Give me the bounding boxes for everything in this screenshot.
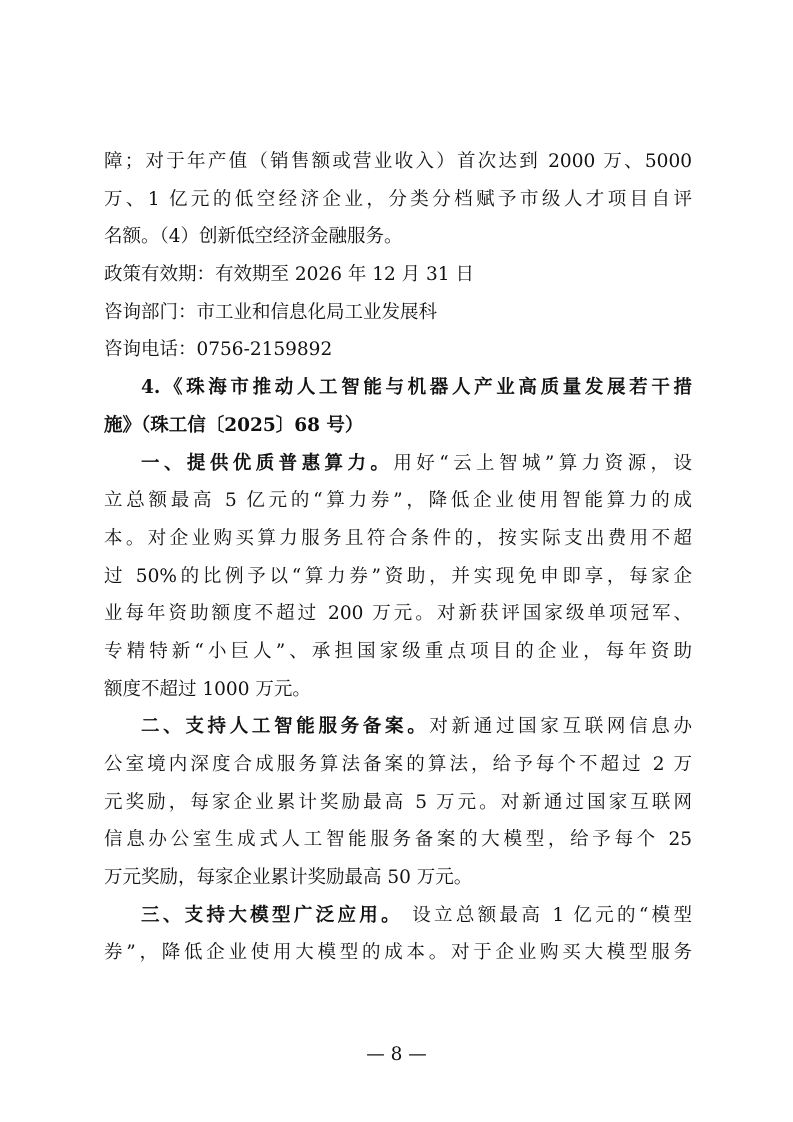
section-text: 用好“云上智城”算力资源，设	[393, 452, 692, 474]
page-number: — 8 —	[366, 1044, 427, 1065]
contact-department-line: 咨询部门：市工业和信息化局工业发展科	[104, 301, 438, 323]
text-line: 元奖励，每家企业累计奖励最高 5 万元。对新通过国家互联网	[104, 791, 692, 813]
section-text: 设立总额最高 1 亿元的“模型	[402, 904, 692, 926]
policy-validity-line: 政策有效期：有效期至 2026 年 12 月 31 日	[104, 264, 474, 286]
text-line: 信息办公室生成式人工智能服务备案的大模型，给予每个 25	[104, 829, 692, 851]
text-line: 万、1 亿元的低空经济企业，分类分档赋予市级人才项目自评	[104, 188, 692, 210]
text-line: 券”，降低企业使用大模型的成本。对于企业购买大模型服务	[104, 942, 692, 964]
text-line: 立总额最高 5 亿元的“算力券”，降低企业使用智能算力的成	[104, 490, 692, 512]
text-line: 额度不超过 1000 万元。	[104, 678, 311, 700]
policy-title-line: 施》（珠工信〔2025〕68 号）	[104, 414, 364, 436]
section-first-line	[104, 708, 692, 746]
text-line: 名额。（4）创新低空经济金融服务。	[104, 226, 403, 248]
text-line: 专精特新“小巨人”、承担国家级重点项目的企业，每年资助	[104, 640, 692, 662]
contact-phone-line: 咨询电话：0756-2159892	[104, 339, 333, 361]
section-heading: 三、支持大模型广泛应用。	[141, 904, 403, 926]
text-line: 本。对企业购买算力服务且符合条件的，按实际支出费用不超	[104, 527, 692, 549]
section-heading: 一、提供优质普惠算力。	[141, 452, 394, 474]
text-line: 万元奖励，每家企业累计奖励最高 50 万元。	[104, 867, 473, 889]
text-line: 过 50%的比例予以“算力券”资助，并实现免申即享，每家企	[104, 565, 692, 587]
section-heading: 二、支持人工智能服务备案。	[141, 716, 430, 738]
text-line: 业每年资助额度不超过 200 万元。对新获评国家级单项冠军、	[104, 603, 692, 625]
section-first-line	[104, 445, 692, 483]
text-line: 公室境内深度合成服务算法备案的算法，给予每个不超过 2 万	[104, 754, 692, 775]
section-first-line	[104, 897, 692, 935]
document-body	[104, 143, 692, 972]
text-line: 障；对于年产值（销售额或营业收入）首次达到 2000 万、5000	[104, 151, 692, 172]
section-text: 对新通过国家互联网信息办	[429, 716, 692, 738]
policy-title-line: 4.《珠海市推动人工智能与机器人产业高质量发展若干措	[141, 377, 692, 399]
